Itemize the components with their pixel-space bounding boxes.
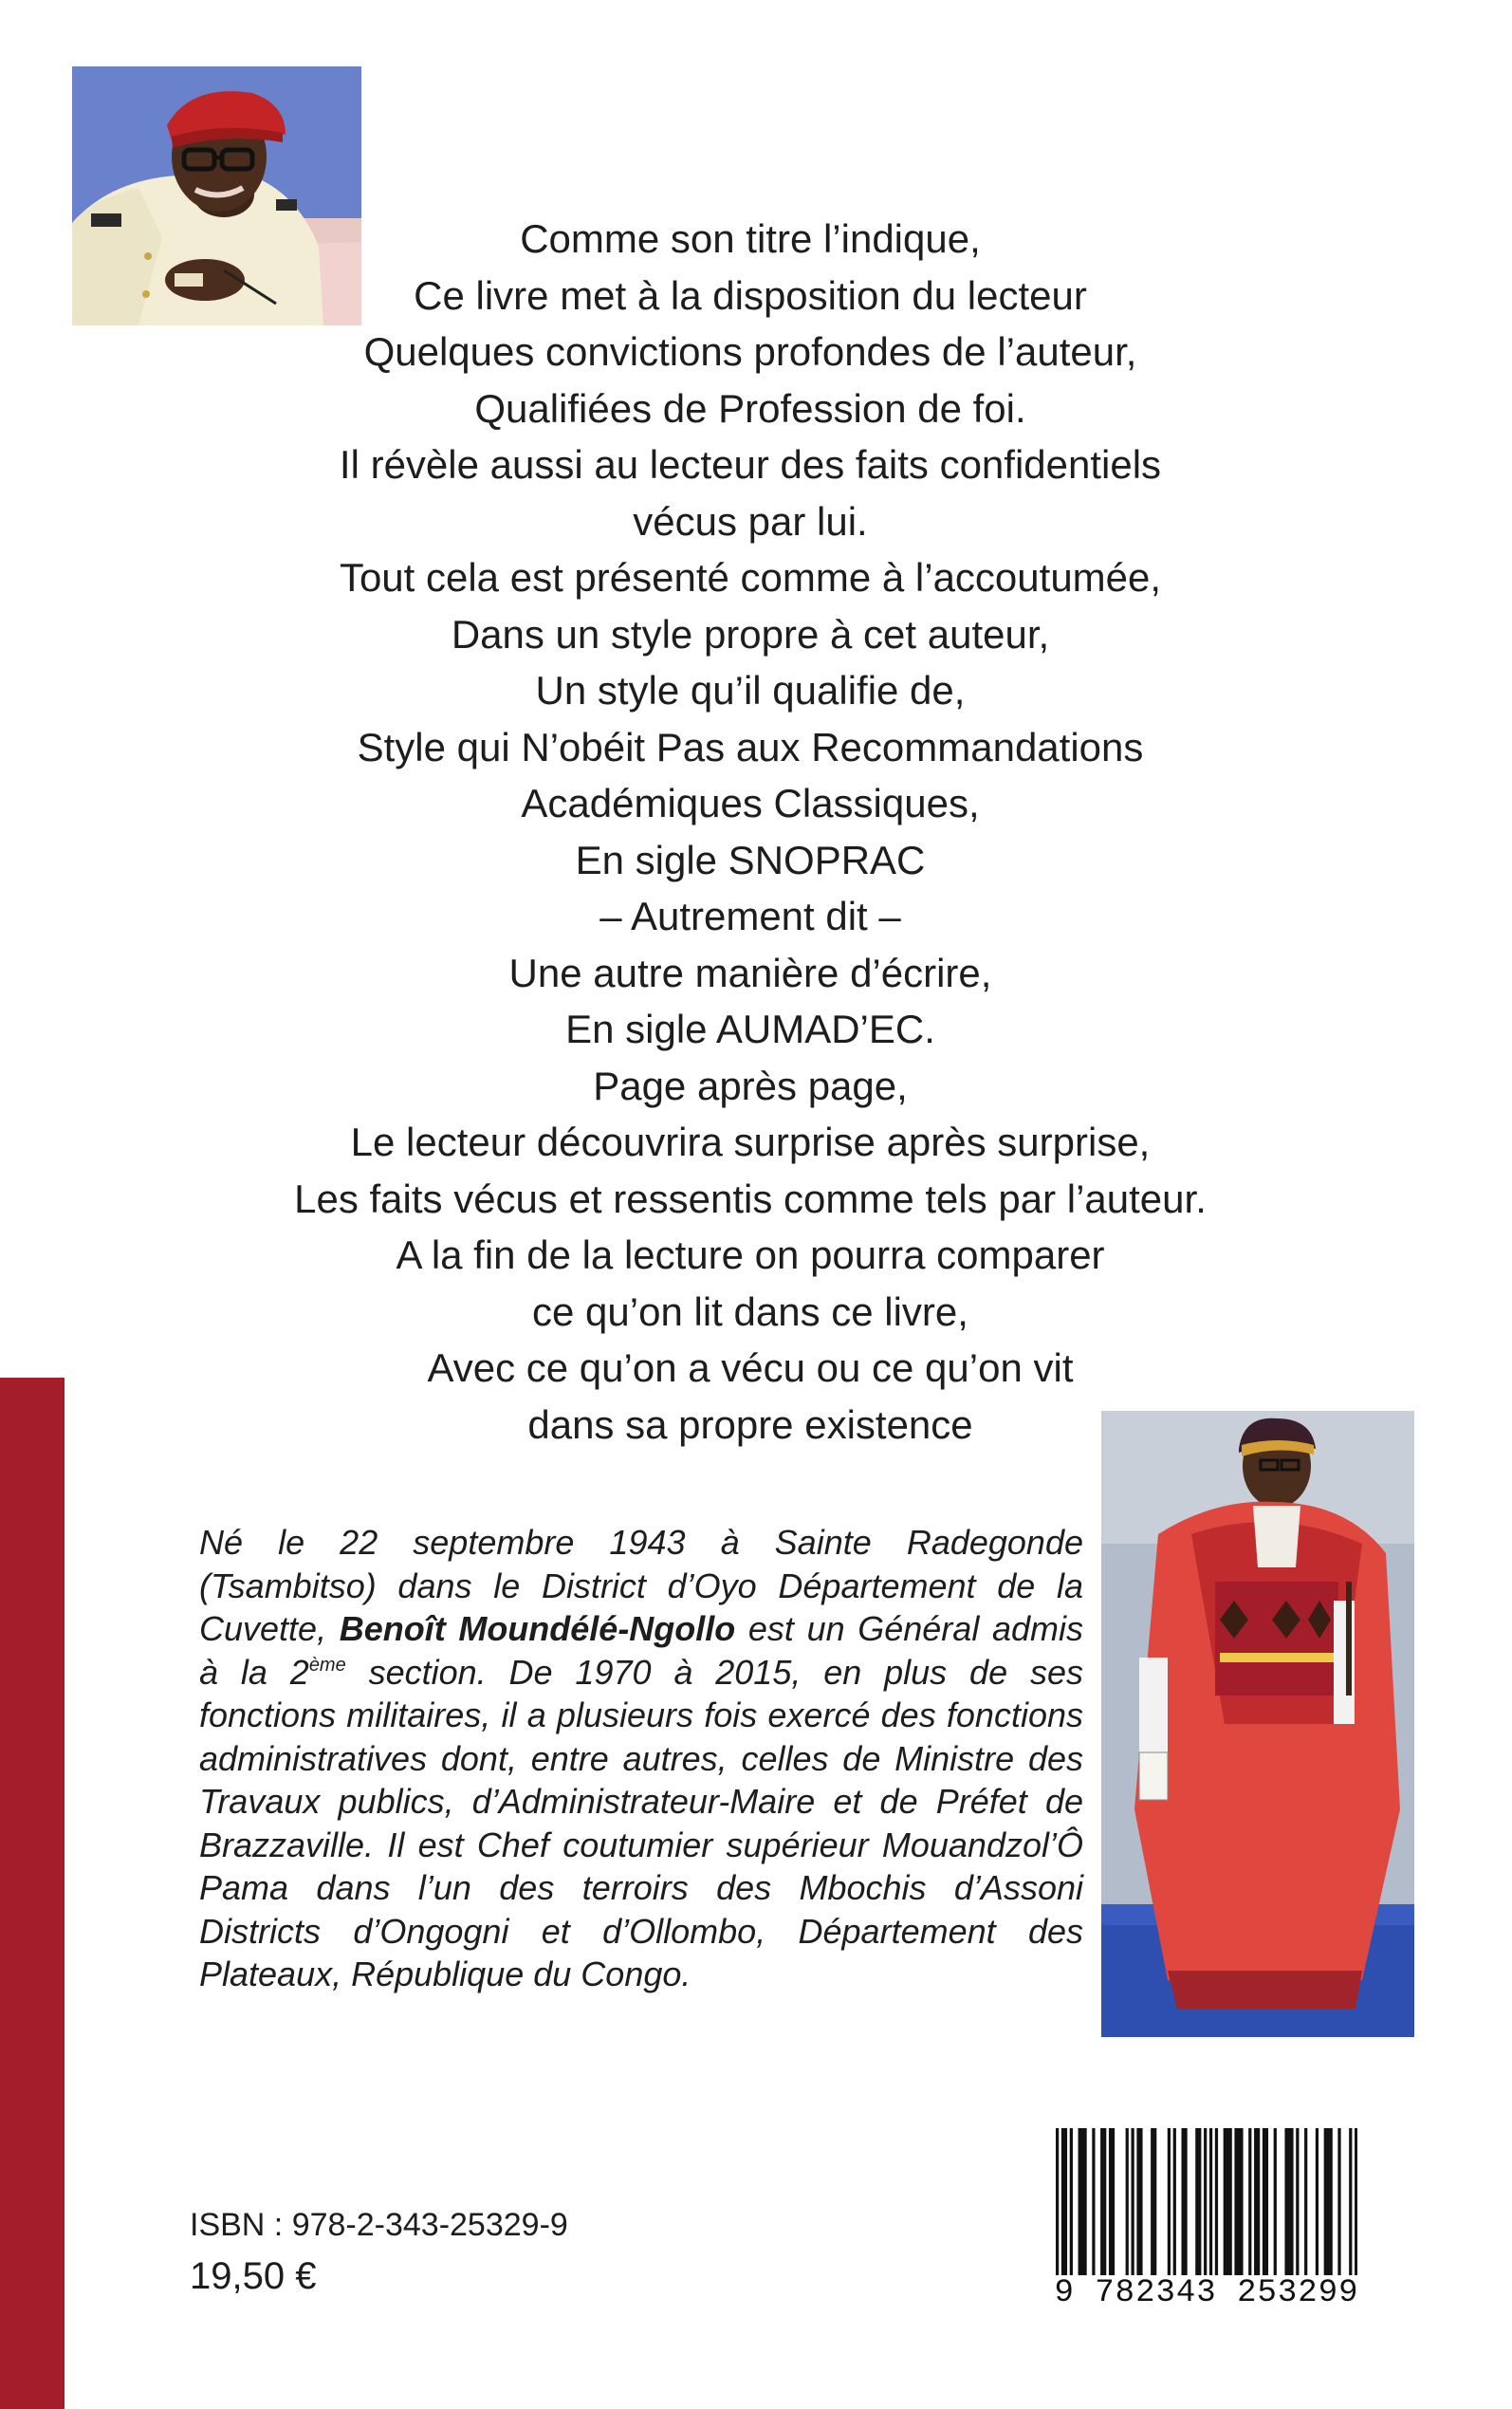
poem-line: Comme son titre l’indique,: [520, 216, 981, 261]
barcode-bar: [1290, 2128, 1293, 2275]
barcode-bar: [1240, 2128, 1243, 2275]
barcode: [1056, 2128, 1357, 2275]
barcode-bar: [1316, 2128, 1318, 2275]
barcode-bar: [1126, 2128, 1129, 2275]
poem-line: Un style qu’il qualifie de,: [535, 668, 966, 713]
barcode-bar: [1151, 2128, 1153, 2275]
barcode-bar: [1229, 2128, 1232, 2275]
barcode-bar: [1092, 2128, 1095, 2275]
poem-line: En sigle AUMAD’EC.: [565, 1007, 935, 1051]
poem-line: En sigle SNOPRAC: [575, 837, 926, 882]
barcode-bar: [1064, 2128, 1067, 2275]
barcode-bar: [1083, 2128, 1086, 2275]
poem-line: Style qui N’obéit Pas aux Recommandations: [357, 724, 1144, 769]
barcode-bar: [1182, 2128, 1185, 2275]
bio-text: section. De 1970 à 2015, en plus de ses fonctions militaires, il a plusieurs fois exercé des fonctions administratives dont, entre autres, celles de Ministre des Travaux publics, d’Administrateur-Maire et de Préfet de Brazzaville. Il est Chef coutumier supérieur Mouandzol’Ô Pama dans l’un des terroirs des Mbochis d’Assoni Districts d’Ongogni et d’Ollombo, Département des Plateaux, République du Congo.: [199, 1652, 1083, 1993]
barcode-bar: [1265, 2128, 1268, 2275]
bio-text: est un Général admis à la 2: [199, 1609, 1083, 1692]
barcode-bar: [1112, 2128, 1115, 2275]
barcode-bar: [1257, 2128, 1260, 2275]
barcode-bar: [1139, 2128, 1142, 2275]
barcode-bar: [1215, 2128, 1218, 2275]
poem-line: Avec ce qu’on a vécu ou ce qu’on vit: [427, 1345, 1074, 1390]
poem-line: Académiques Classiques,: [521, 781, 980, 825]
poem-line: Page après page,: [593, 1063, 908, 1108]
barcode-bar: [1284, 2128, 1287, 2275]
barcode-bar: [1100, 2128, 1103, 2275]
barcode-bar: [1254, 2128, 1257, 2275]
author-name: Benoît Moundélé-Ngollo: [339, 1609, 736, 1648]
poem-line: Dans un style propre à cet auteur,: [451, 611, 1050, 657]
poem-line: ce qu’on lit dans ce livre,: [532, 1288, 968, 1334]
isbn-label: ISBN : 978-2-343-25329-9: [190, 2207, 568, 2243]
poem-line: Il révèle aussi au lecteur des faits confidentiels: [339, 442, 1162, 487]
barcode-bar: [1327, 2128, 1330, 2275]
bio-text: Né le 22 septembre 1943 à Sainte Radegonde (Tsambitso) dans le District d’Oyo Département de la Cuvette,: [199, 1523, 1083, 1648]
barcode-bar: [1337, 2128, 1340, 2275]
author-biography: [199, 1521, 1083, 1996]
poem-line: A la fin de la lecture on pourra comparer: [396, 1232, 1105, 1277]
barcode-bar: [1248, 2128, 1251, 2275]
barcode-bar: [1209, 2128, 1212, 2275]
barcode-bar: [1226, 2128, 1229, 2275]
barcode-bar: [1304, 2128, 1307, 2275]
price-label: 19,50 €: [190, 2255, 317, 2297]
barcode-bar: [1198, 2128, 1201, 2275]
poem-line: Les faits vécus et ressentis comme tels par l’auteur.: [294, 1176, 1207, 1221]
barcode-bar: [1224, 2128, 1226, 2275]
barcode-bar: [1153, 2128, 1156, 2275]
barcode-bar: [1103, 2128, 1106, 2275]
barcode-bar: [1234, 2128, 1237, 2275]
barcode-bar: [1079, 2128, 1081, 2275]
poem-line: dans sa propre existence: [527, 1401, 973, 1447]
poem-line: Ce livre met à la disposition du lecteur: [414, 272, 1087, 318]
poem-line: Une autre manière d’écrire,: [508, 950, 992, 995]
barcode-bar: [1195, 2128, 1198, 2275]
barcode-bar: [1263, 2128, 1265, 2275]
barcode-bar: [1168, 2128, 1171, 2275]
poem-line: Le lecteur découvrira surprise après surprise,: [350, 1120, 1151, 1164]
barcode-digits: 9 782343 253299: [1054, 2275, 1359, 2311]
barcode-bar: [1330, 2128, 1333, 2275]
barcode-bar: [1056, 2128, 1059, 2275]
barcode-bar: [1109, 2128, 1112, 2275]
barcode-bar: [1070, 2128, 1073, 2275]
author-photo-ceremonial: [1101, 1411, 1414, 2037]
barcode-bar: [1355, 2128, 1357, 2275]
barcode-bar: [1237, 2128, 1240, 2275]
red-side-strip: [0, 1378, 65, 2409]
poem-line: Qualifiées de Profession de foi.: [474, 385, 1026, 431]
poem-line: vécus par lui.: [633, 498, 868, 544]
barcode-bar: [1061, 2128, 1064, 2275]
barcode-bar: [1173, 2128, 1176, 2275]
barcode-bar: [1287, 2128, 1290, 2275]
barcode-bar: [1274, 2128, 1277, 2275]
barcode-bar: [1204, 2128, 1207, 2275]
barcode-bar: [1296, 2128, 1299, 2275]
poem-line: – Autrement dit –: [599, 894, 901, 938]
barcode-bar: [1136, 2128, 1139, 2275]
poem-line: Tout cela est présenté comme à l’accoutumée,: [339, 555, 1162, 600]
barcode-bar: [1132, 2128, 1134, 2275]
barcode-bar: [1324, 2128, 1327, 2275]
poem-line: Quelques convictions profondes de l’auteur,: [363, 329, 1137, 374]
barcode-bar: [1184, 2128, 1187, 2275]
barcode-bar: [1349, 2128, 1352, 2275]
poem-text: [199, 211, 1301, 1453]
barcode-bar: [1081, 2128, 1084, 2275]
bio-superscript: ème: [308, 1654, 346, 1676]
